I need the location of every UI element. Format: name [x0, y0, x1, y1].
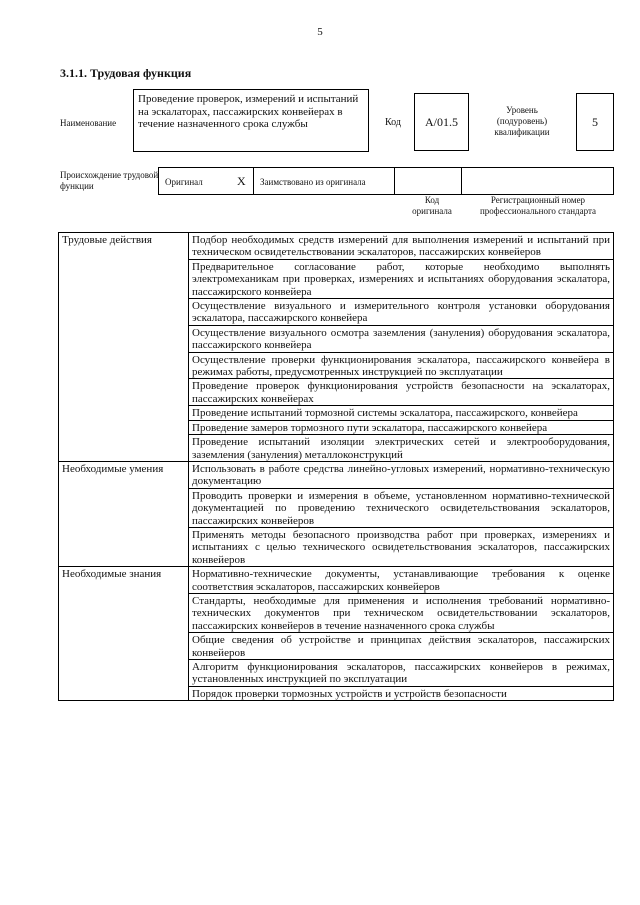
original-mark: X — [237, 174, 246, 188]
original-box — [158, 167, 254, 195]
original-label: Оригинал — [165, 177, 203, 187]
item-cell: Проводить проверки и измерения в объеме, установленном нормативно-технической документацией по проведению технического освидетельствования эскалаторов, пассажирских конвейеров — [189, 488, 614, 527]
code-label: Код — [385, 117, 401, 128]
origin-label: Происхождение трудовой функции — [60, 170, 159, 191]
category-cell: Необходимые умения — [59, 461, 189, 566]
function-name-box — [133, 89, 369, 152]
table-row — [59, 461, 614, 488]
reg-number-label: Регистрационный номер профессионального стандарта — [479, 195, 597, 216]
item-cell: Стандарты, необходимые для применения и исполнения требований нормативно-технических документов при техническом освидетельствовании эскалаторов, пассажирских конвейеров в течение назначенного срока службы — [189, 593, 614, 632]
code-value: A/01.5 — [425, 114, 458, 129]
level-value-box — [576, 93, 614, 151]
table-row — [59, 233, 614, 260]
page-number: 5 — [317, 26, 323, 38]
item-cell: Алгоритм функционирования эскалаторов, пассажирских конвейеров в режимах, установленных инструкцией по эксплуатации — [189, 660, 614, 687]
reg-number-box — [461, 167, 614, 195]
table-row — [59, 567, 614, 594]
item-cell: Предварительное согласование работ, которые необходимо выполнять электромеханикам при проверках, измерениях и испытаниях оборудования эскалатора, пассажирского конвейера — [189, 259, 614, 298]
item-cell: Осуществление визуального и измерительного контроля установки оборудования эскалатора, пассажирского конвейера — [189, 299, 614, 326]
level-label: Уровень (подуровень) квалификации — [494, 105, 550, 137]
code-value-box — [414, 93, 469, 151]
item-cell: Общие сведения об устройстве и принципах действия эскалаторов, пассажирских конвейеров — [189, 633, 614, 660]
item-cell: Осуществление визуального осмотра заземления (зануления) оборудования эскалатора, пассажирского конвейера — [189, 325, 614, 352]
level-value: 5 — [592, 114, 598, 129]
code-original-box — [394, 167, 462, 195]
item-cell: Проведение проверок функционирования устройств безопасности на эскалаторах, пассажирских конвейерах — [189, 379, 614, 406]
item-cell: Проведение испытаний изоляции электрических сетей и электрооборудования, заземления (зануления) металлоконструкций — [189, 435, 614, 462]
item-cell: Нормативно-технические документы, устанавливающие требования к оценке соответствия эскалаторов, пассажирских конвейеров — [189, 567, 614, 594]
category-cell: Трудовые действия — [59, 233, 189, 462]
section-title: 3.1.1. Трудовая функция — [60, 66, 192, 80]
item-cell: Осуществление проверки функционирования эскалатора, пассажирского конвейера в режимах работы, предусмотренных инструкцией по эксплуатации — [189, 352, 614, 379]
labor-function-table — [58, 232, 614, 701]
item-cell: Проведение испытаний тормозной системы эскалатора, пассажирского, конвейера — [189, 406, 614, 420]
name-label: Наименование — [60, 118, 117, 128]
item-cell: Использовать в работе средства линейно-угловых измерений, нормативно-техническую документацию — [189, 461, 614, 488]
item-cell: Порядок проверки тормозных устройств и устройств безопасности — [189, 686, 614, 700]
category-cell: Необходимые знания — [59, 567, 189, 701]
borrowed-box — [253, 167, 395, 195]
item-cell: Проведение замеров тормозного пути эскалатора, пассажирского конвейера — [189, 420, 614, 434]
function-name-value: Проведение проверок, измерений и испытаний на эскалаторах, пассажирских конвейерах в течение назначенного срока службы — [138, 93, 359, 130]
item-cell: Применять методы безопасного производства работ при проверках, измерениях и испытаниях с целью технического освидетельствования эскалаторов, пассажирских конвейеров — [189, 527, 614, 566]
borrowed-label: Заимствовано из оригинала — [260, 177, 366, 187]
item-cell: Подбор необходимых средств измерений для выполнения измерений и испытаний при техническом освидетельствовании эскалаторов, пассажирских конвейеров — [189, 233, 614, 260]
code-original-label: Код оригинала — [412, 195, 452, 216]
